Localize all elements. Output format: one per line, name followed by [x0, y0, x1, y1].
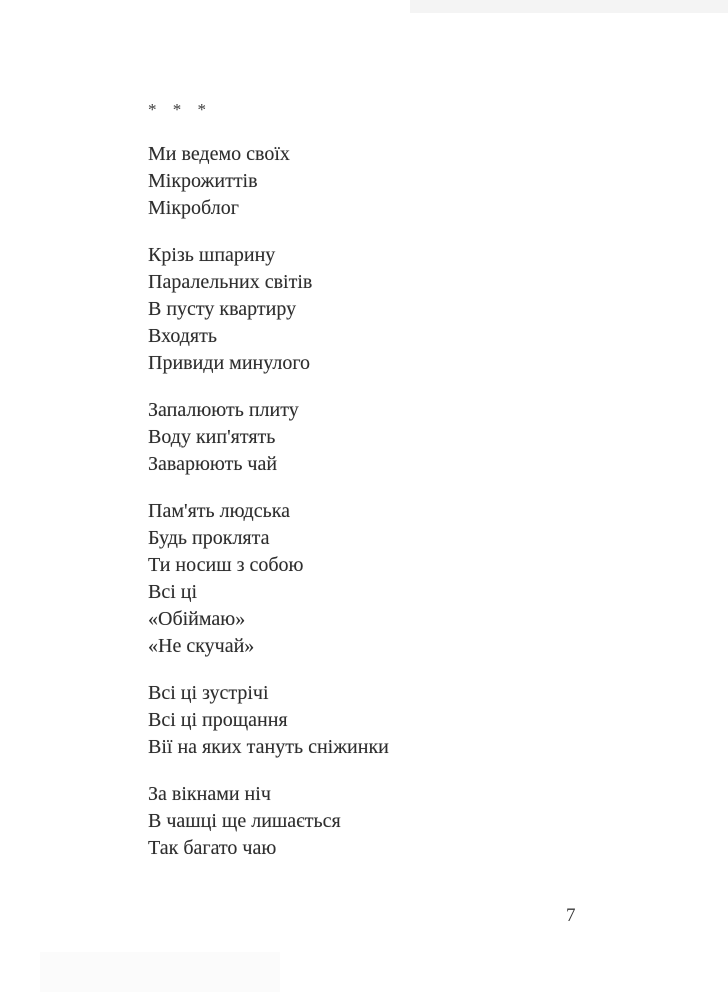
poem-line: Всі ці прощання [148, 709, 288, 731]
poem-line: Заварюють чай [148, 453, 278, 475]
poem-line: Мікрожиттів [148, 170, 258, 192]
poem-line: Привиди минулого [148, 352, 311, 374]
poem-line: Вії на яких тануть сніжинки [148, 736, 389, 758]
section-marker: * * * [148, 100, 212, 119]
poem-line: В чашці ще лишається [148, 810, 341, 832]
poem-line: Всі ці зустрічі [148, 682, 269, 704]
poem-line: Крізь шпарину [148, 244, 276, 266]
poem-line: Ти носиш з собою [148, 554, 304, 576]
scan-artifact-top [410, 0, 728, 13]
stanza [148, 781, 588, 862]
poem-line: Всі ці [148, 581, 198, 603]
page-number: 7 [566, 905, 576, 926]
scan-artifact-bottom [40, 952, 280, 992]
stanza [148, 680, 588, 761]
poem-line: «Обіймаю» [148, 608, 246, 630]
poem-line: В пусту квартиру [148, 298, 297, 320]
stanza [148, 141, 588, 222]
poem-page [148, 96, 588, 882]
stanza [148, 397, 588, 478]
stanza [148, 242, 588, 377]
poem-line: Входять [148, 325, 217, 347]
poem-line: Мікроблог [148, 197, 239, 219]
poem-line: За вікнами ніч [148, 783, 271, 805]
poem-line: Запалюють плиту [148, 399, 299, 421]
poem-line: «Не скучай» [148, 635, 255, 657]
poem-line: Будь проклята [148, 527, 270, 549]
poem-line: Пам'ять людська [148, 500, 291, 522]
poem-body [148, 141, 588, 862]
poem-line: Паралельних світів [148, 271, 313, 293]
poem-line: Так багато чаю [148, 837, 277, 859]
poem-line: Ми ведемо своїх [148, 143, 290, 165]
poem-line: Воду кип'ятять [148, 426, 276, 448]
stanza [148, 498, 588, 660]
